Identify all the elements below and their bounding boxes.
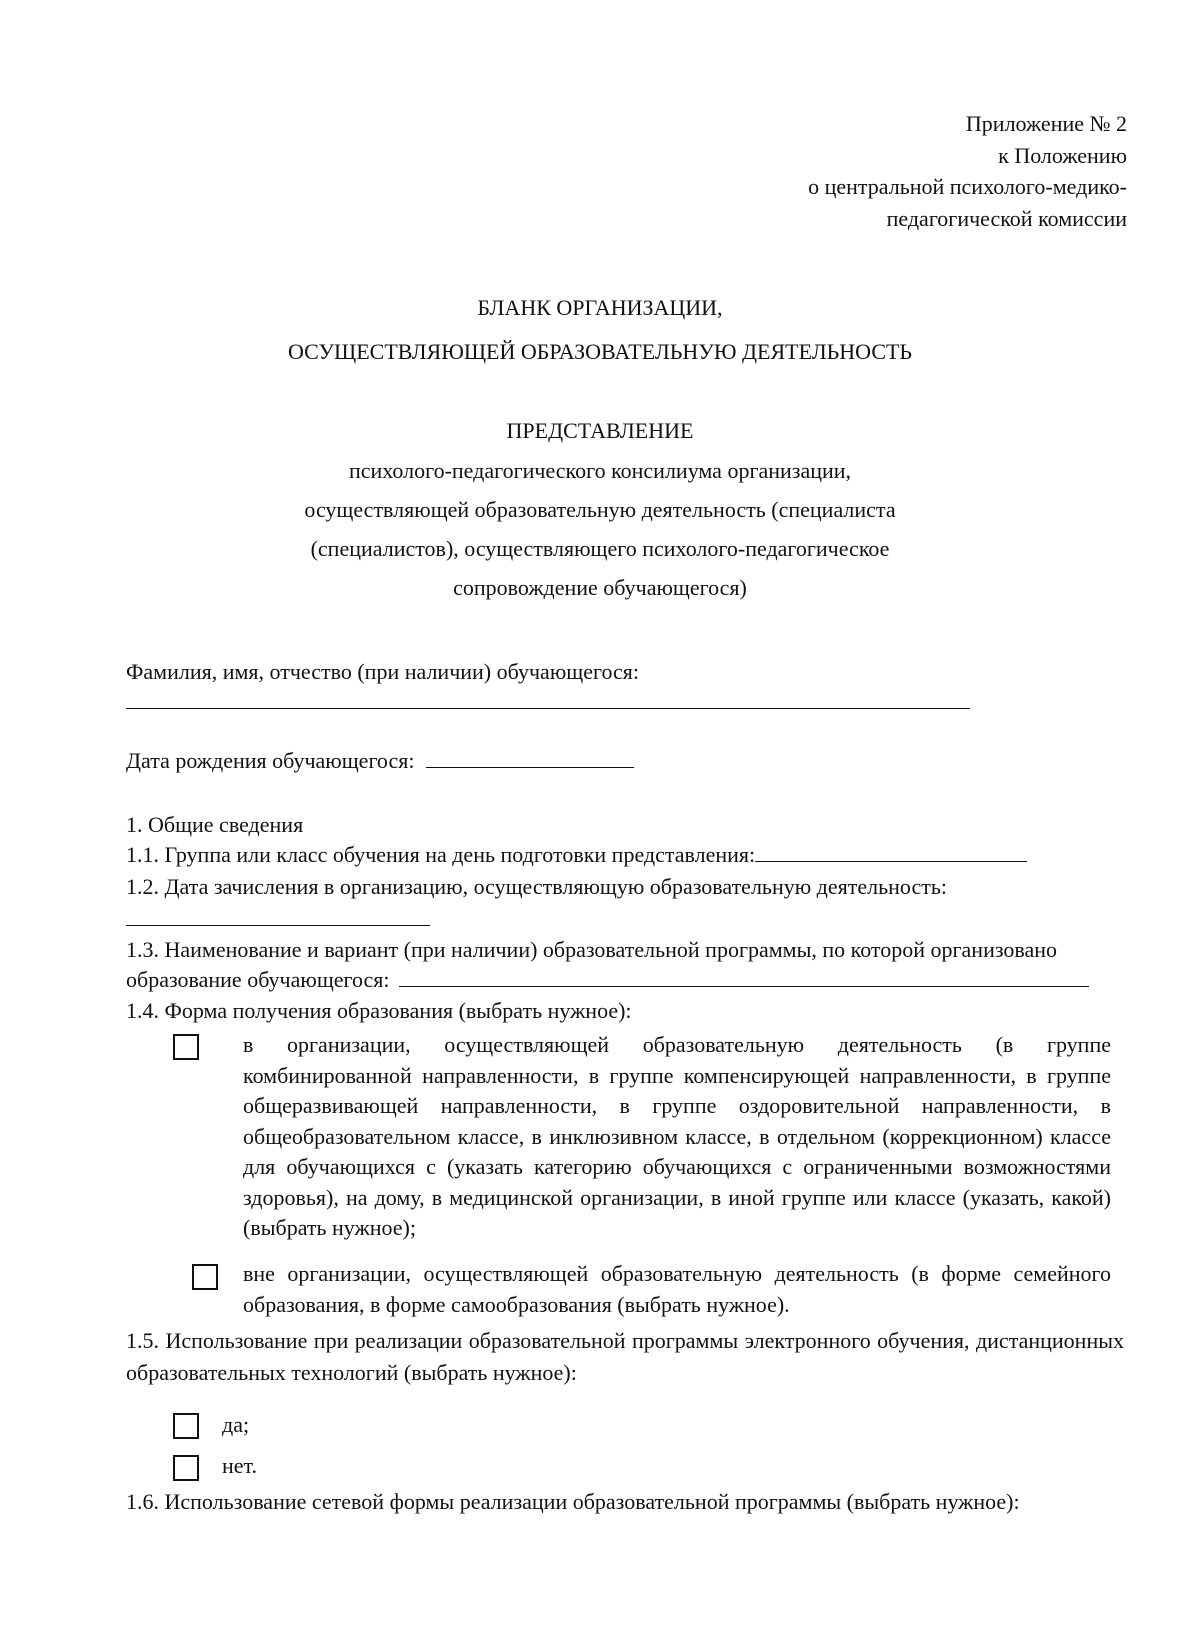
section-1-6-label: 1.6. Использование сетевой формы реализации образовательной программы (выбрать нужное):: [126, 1489, 1020, 1514]
checkbox-no[interactable]: [173, 1455, 199, 1481]
section-1-heading: 1. Общие сведения: [126, 812, 304, 837]
title-sub-4: сопровождение обучающегося): [453, 575, 747, 600]
group-class-input-line[interactable]: [755, 841, 1027, 862]
section-1-5-label: 1.5. Использование при реализации образовательной программы электронного обучения, дистанционных образовательных технологий (выбрать нужное):: [126, 1328, 1124, 1385]
annex-block: [808, 108, 1127, 234]
dob-input-line[interactable]: [426, 747, 634, 768]
enrollment-date-input-line[interactable]: [126, 905, 430, 926]
dob-label: Дата рождения обучающегося:: [126, 748, 415, 773]
letterhead-title: [0, 286, 1200, 374]
letterhead-line-2: ОСУЩЕСТВЛЯЮЩЕЙ ОБРАЗОВАТЕЛЬНУЮ ДЕЯТЕЛЬНОСТЬ: [287, 339, 913, 364]
section-1-3-line-a: 1.3. Наименование и вариант (при наличии) образовательной программы, по которой организовано: [126, 937, 1058, 962]
option-out-org-text: вне организации, осуществляющей образовательную деятельность (в форме семейного образования, в форме самообразования (выбрать нужное).: [243, 1261, 1111, 1317]
checkbox-in-org[interactable]: [173, 1034, 199, 1060]
annex-line-3: о центральной психолого-медико-: [808, 174, 1127, 199]
option-in-org-text: в организации, осуществляющей образовательную деятельность (в группе комбинированной направленности, в группе компенсирующей направленности, в группе общеразвивающей направленности, в группе оздоровительной направленности, в общеобразовательном классе, в инклюзивном классе, в отдельном (коррекционном) классе для обучающихся с (указать категорию обучающихся с ограниченными возможностями здоровья), на дому, в медицинской организации, в иной группе или классе (указать, какой) (выбрать нужное);: [243, 1032, 1111, 1240]
letterhead-line-1: БЛАНК ОРГАНИЗАЦИИ,: [477, 295, 723, 320]
fio-input-line[interactable]: [126, 688, 970, 709]
section-1-3-row: [126, 965, 1089, 995]
annex-line-4: педагогической комиссии: [886, 205, 1127, 231]
option-no-text: нет.: [222, 1453, 257, 1478]
section-1-1-row: [126, 840, 1027, 870]
annex-line-1: Приложение № 2: [965, 111, 1127, 136]
checkbox-yes[interactable]: [173, 1413, 199, 1439]
document-title: [0, 411, 1200, 607]
dob-row: [126, 746, 634, 776]
section-1-1-label: 1.1. Группа или класс обучения на день подготовки представления:: [126, 842, 756, 867]
annex-line-2: к Положению: [998, 142, 1127, 168]
title-sub-3: (специалистов), осуществляющего психолого-педагогическое: [310, 536, 890, 561]
section-1-2-label: 1.2. Дата зачисления в организацию, осуществляющую образовательную деятельность:: [126, 874, 947, 899]
title-main: ПРЕДСТАВЛЕНИЕ: [506, 418, 694, 443]
fio-label: Фамилия, имя, отчество (при наличии) обучающегося:: [126, 659, 639, 684]
program-input-line[interactable]: [399, 966, 1089, 987]
section-1-3-line-b: образование обучающегося:: [126, 967, 390, 992]
checkbox-out-org[interactable]: [192, 1264, 218, 1290]
title-sub-2: осуществляющей образовательную деятельность (специалиста: [304, 497, 896, 522]
option-yes-text: да;: [222, 1412, 250, 1437]
section-1-4-label: 1.4. Форма получения образования (выбрать нужное):: [126, 998, 632, 1023]
title-sub-1: психолого-педагогического консилиума организации,: [348, 458, 852, 483]
